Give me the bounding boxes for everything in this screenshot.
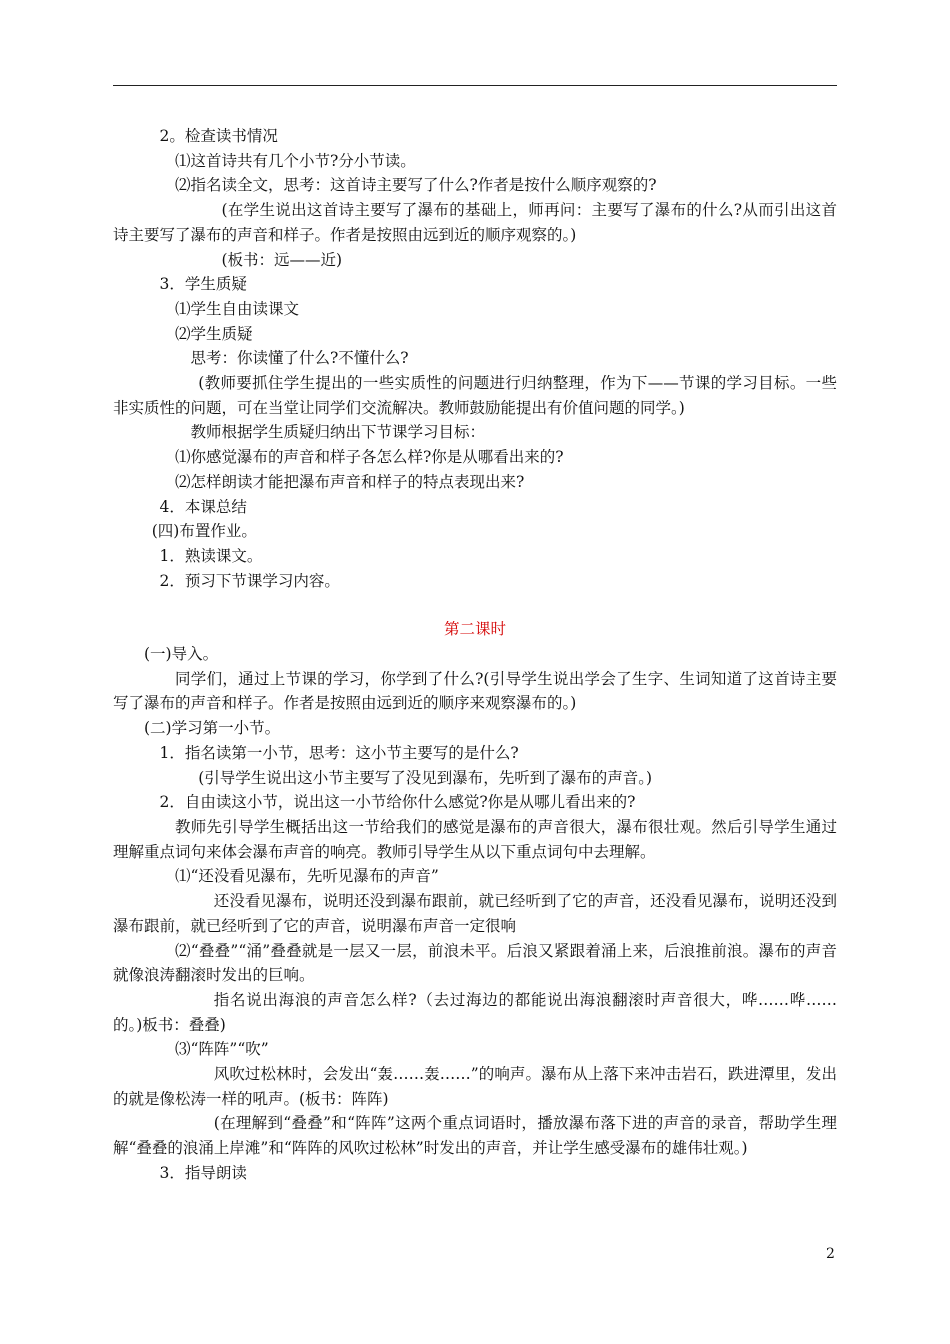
- paragraph: ⑴学生自由读课文: [175, 299, 300, 318]
- header-rule: [113, 85, 837, 86]
- paragraph: (四)布置作业。: [151, 522, 257, 541]
- paragraph: (在学生说出这首诗主要写了瀑布的基础上，师再问：主要写了瀑布的什么?从而引出这首诗主要写了瀑布的声音和样子。作者是按照由远到近的顺序观察的。): [113, 201, 837, 244]
- paragraph: ⑴你感觉瀑布的声音和样子各怎么样?你是从哪看出来的?: [175, 448, 564, 467]
- paragraph: (二)学习第一小节。: [144, 719, 281, 738]
- section-title: 第二课时: [443, 620, 506, 639]
- paragraph: ⑵指名读全文，思考：这首诗主要写了什么?作者是按什么顺序观察的?: [175, 176, 657, 195]
- paragraph: 同学们，通过上节课的学习，你学到了什么?(引导学生说出学会了生字、生词知道了这首诗主要写了瀑布的声音和样子。作者是按照由远到近的顺序来观察瀑布的。): [113, 669, 837, 713]
- paragraph: 2．自由读这小节，说出这一小节给你什么感觉?你是从哪儿看出来的?: [159, 793, 636, 812]
- paragraph: (板书：远——近): [221, 250, 343, 269]
- paragraph: 2。检查读书情况: [159, 127, 278, 145]
- paragraph: 3．学生质疑: [159, 275, 247, 294]
- paragraph: ⑴“还没看见瀑布，先听见瀑布的声音”: [175, 867, 439, 886]
- page-number: 2: [826, 1246, 835, 1262]
- paragraph: 还没看见瀑布，说明还没到瀑布跟前，就已经听到了它的声音，还没看见瀑布，说明还没到瀑布跟前，就已经听到了它的声音，说明瀑布声音一定很响: [113, 892, 837, 935]
- paragraph: 教师先引导学生概括出这一节给我们的感觉是瀑布的声音很大，瀑布很壮观。然后引导学生通过理解重点词句来体会瀑布声音的响亮。教师引导学生从以下重点词句中去理解。: [113, 817, 837, 861]
- paragraph: ⑵学生质疑: [175, 324, 253, 343]
- paragraph: 风吹过松林时，会发出“轰……轰……”的响声。瀑布从上落下来冲击岩石，跌进潭里，发出的就是像松涛一样的吼声。(板书：阵阵): [113, 1065, 837, 1108]
- paragraph: (教师要抓住学生提出的一些实质性的问题进行归纳整理，作为下——节课的学习目标。一些非实质性的问题，可在当堂让同学们交流解决。教师鼓励能提出有价值问题的同学。): [113, 374, 837, 417]
- paragraph: 3．指导朗读: [159, 1163, 247, 1182]
- paragraph: 1．指名读第一小节，思考：这小节主要写的是什么?: [159, 743, 519, 762]
- paragraph: (在理解到“叠叠”和“阵阵”这两个重点词语时，播放瀑布落下进的声音的录音，帮助学生理解“叠叠的浪涌上岸滩”和“阵阵的风吹过松林”时发出的声音，并让学生感受瀑布的雄伟壮观。): [113, 1114, 837, 1158]
- paragraph: ⑴这首诗共有几个小节?分小节读。: [175, 151, 416, 170]
- paragraph: (一)导入。: [144, 645, 219, 664]
- section-second-lesson: [113, 642, 837, 1185]
- paragraph: (引导学生说出这小节主要写了没见到瀑布，先听到了瀑布的声音。): [198, 768, 653, 787]
- paragraph: ⑵怎样朗读才能把瀑布声音和样子的特点表现出来?: [175, 472, 525, 491]
- paragraph: 教师根据学生质疑归纳出下节课学习目标：: [190, 423, 486, 442]
- paragraph: 指名说出海浪的声音怎么样?（去过海边的都能说出海浪翻滚时声音很大，哗……哗……的。)板书：叠叠): [113, 990, 837, 1034]
- paragraph: ⑶“阵阵”“吹”: [175, 1040, 269, 1059]
- paragraph: 4．本课总结: [159, 497, 247, 516]
- section-gap: [113, 593, 837, 617]
- section-first-lesson: [113, 124, 837, 593]
- paragraph: 2．预习下节课学习内容。: [159, 571, 340, 590]
- paragraph: 思考：你读懂了什么?不懂什么?: [190, 349, 409, 368]
- paragraph: 1．熟读课文。: [159, 546, 263, 565]
- paragraph: ⑵“叠叠”“涌”叠叠就是一层又一层，前浪未平。后浪又紧跟着涌上来，后浪推前浪。瀑布的声音就像浪涛翻滚时发出的巨响。: [113, 941, 837, 985]
- document-body: [113, 124, 837, 1186]
